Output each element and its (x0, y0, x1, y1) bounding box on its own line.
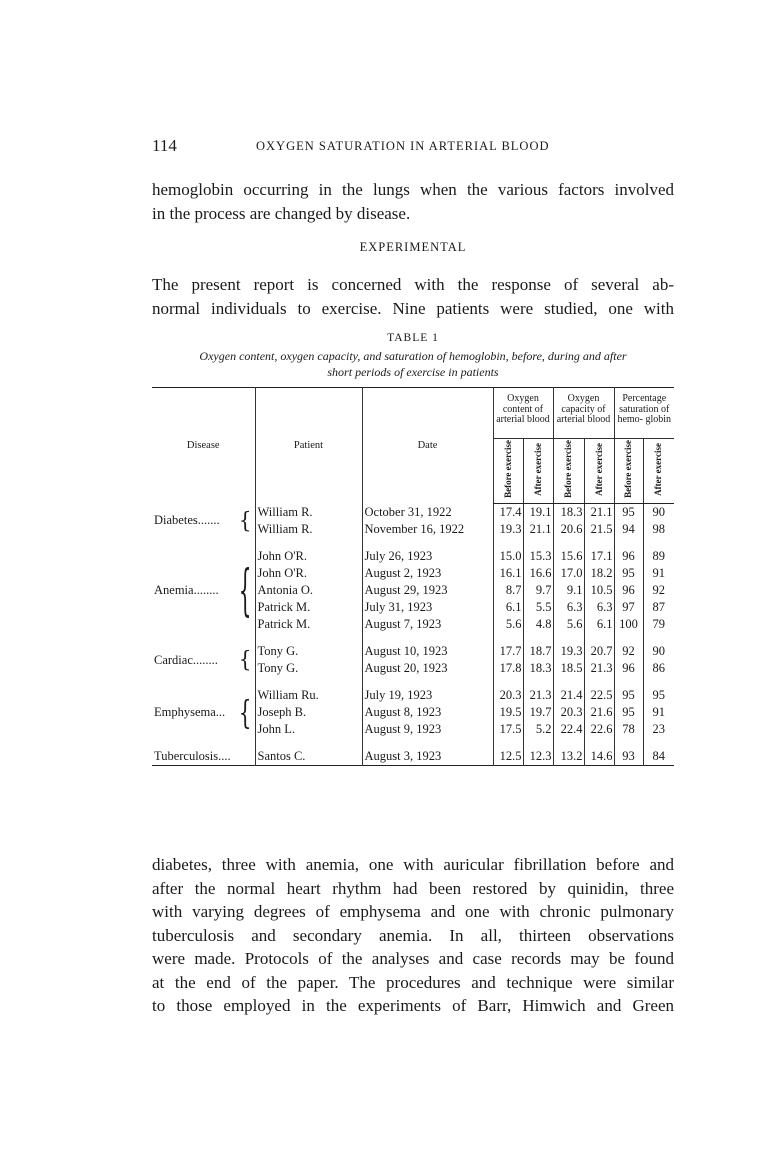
table-row (152, 504, 674, 522)
cell-oxygen-capacity-after: 10.5 (584, 582, 614, 599)
cell-patient: John O'R. (255, 565, 362, 582)
brace-icon: { (238, 691, 252, 732)
cell-saturation-before: 96 (614, 548, 643, 565)
cell-date: August 9, 1923 (362, 721, 493, 738)
cell-oxygen-content-after: 5.5 (523, 599, 553, 616)
table-row (152, 748, 674, 766)
cell-oxygen-capacity-after: 21.5 (584, 521, 614, 538)
cell-saturation-before: 96 (614, 582, 643, 599)
cell-oxygen-content-after: 21.3 (523, 687, 553, 704)
cell-date: July 26, 1923 (362, 548, 493, 565)
running-head: OXYGEN SATURATION IN ARTERIAL BLOOD (256, 139, 550, 153)
data-table (152, 387, 674, 766)
cell-oxygen-capacity-after: 21.6 (584, 704, 614, 721)
cell-disease: Anemia........ { (154, 556, 252, 623)
cell-date: August 3, 1923 (362, 748, 493, 766)
cell-patient: Joseph B. (255, 704, 362, 721)
cell-disease: Diabetes....... { (154, 507, 252, 534)
cell-oxygen-capacity-before: 18.3 (553, 504, 584, 522)
cell-oxygen-capacity-before: 13.2 (553, 748, 584, 766)
header-after-exercise: After exercise (643, 439, 674, 504)
cell-oxygen-content-before: 19.3 (493, 521, 523, 538)
header-disease: Disease (186, 439, 220, 451)
cell-oxygen-capacity-after: 6.1 (584, 616, 614, 633)
cell-oxygen-content-before: 17.8 (493, 660, 523, 677)
cell-oxygen-content-after: 12.3 (523, 748, 553, 766)
cell-oxygen-content-before: 17.7 (493, 643, 523, 660)
cell-oxygen-capacity-before: 20.3 (553, 704, 584, 721)
group-spacer (152, 538, 674, 548)
cell-saturation-after: 23 (643, 721, 674, 738)
cell-oxygen-content-after: 9.7 (523, 582, 553, 599)
cell-oxygen-capacity-before: 17.0 (553, 565, 584, 582)
header-date: Date (362, 388, 493, 504)
header-before-exercise: Before exercise (553, 439, 584, 504)
cell-saturation-after: 84 (643, 748, 674, 766)
text-line: hemoglobin occurring in the lungs when the various factors involved (152, 180, 674, 199)
paragraph-experimental (152, 273, 674, 320)
cell-disease: Tuberculosis.... (154, 749, 231, 763)
text-line: with varying degrees of emphysema and one with chronic pulmonary (152, 902, 674, 921)
cell-date: July 31, 1923 (362, 599, 493, 616)
cell-oxygen-content-before: 16.1 (493, 565, 523, 582)
cell-date: August 2, 1923 (362, 565, 493, 582)
cell-date: August 10, 1923 (362, 643, 493, 660)
cell-oxygen-content-after: 4.8 (523, 616, 553, 633)
cell-oxygen-capacity-after: 20.7 (584, 643, 614, 660)
cell-saturation-before: 93 (614, 748, 643, 766)
text-line: at the end of the paper. The procedures and technique were similar (152, 972, 674, 992)
cell-saturation-after: 87 (643, 599, 674, 616)
cell-date: July 19, 1923 (362, 687, 493, 704)
cell-patient: Tony G. (255, 643, 362, 660)
cell-oxygen-capacity-after: 18.2 (584, 565, 614, 582)
table-caption-line: Oxygen content, oxygen capacity, and saturation of hemoglobin, before, during and after (199, 349, 627, 363)
header-after-exercise: After exercise (584, 439, 614, 504)
cell-patient: William R. (255, 521, 362, 538)
cell-patient: Antonia O. (255, 582, 362, 599)
cell-oxygen-capacity-before: 15.6 (553, 548, 584, 565)
cell-oxygen-capacity-before: 18.5 (553, 660, 584, 677)
cell-oxygen-capacity-after: 21.1 (584, 504, 614, 522)
cell-patient: William Ru. (255, 687, 362, 704)
cell-oxygen-capacity-before: 19.3 (553, 643, 584, 660)
cell-saturation-after: 91 (643, 704, 674, 721)
page-number: 114 (152, 136, 177, 155)
cell-oxygen-capacity-after: 14.6 (584, 748, 614, 766)
text-line: after the normal heart rhythm had been restored by quinidin, three (152, 878, 674, 898)
text-line: The present report is concerned with the response of several ab- (152, 275, 674, 294)
cell-oxygen-content-after: 18.3 (523, 660, 553, 677)
cell-oxygen-content-before: 20.3 (493, 687, 523, 704)
cell-saturation-before: 95 (614, 687, 643, 704)
header-oxygen-content: Oxygen content of arterial blood (493, 388, 553, 439)
cell-patient: Patrick M. (255, 599, 362, 616)
cell-saturation-after: 86 (643, 660, 674, 677)
cell-saturation-after: 91 (643, 565, 674, 582)
cell-saturation-before: 95 (614, 704, 643, 721)
group-spacer (152, 738, 674, 748)
paragraph-continued (152, 853, 674, 1018)
cell-oxygen-content-after: 5.2 (523, 721, 553, 738)
cell-date: October 31, 1922 (362, 504, 493, 522)
cell-saturation-after: 79 (643, 616, 674, 633)
cell-oxygen-capacity-after: 22.5 (584, 687, 614, 704)
cell-oxygen-capacity-after: 22.6 (584, 721, 614, 738)
cell-oxygen-capacity-after: 21.3 (584, 660, 614, 677)
cell-oxygen-content-after: 16.6 (523, 565, 553, 582)
section-heading: EXPERIMENTAL (359, 240, 467, 254)
table-body (152, 504, 674, 766)
cell-saturation-after: 89 (643, 548, 674, 565)
cell-oxygen-content-before: 17.4 (493, 504, 523, 522)
cell-oxygen-capacity-before: 20.6 (553, 521, 584, 538)
table-caption-line: short periods of exercise in patients (327, 365, 499, 379)
text-line: normal individuals to exercise. Nine patients were studied, one with (152, 298, 674, 318)
cell-saturation-before: 96 (614, 660, 643, 677)
table-row (152, 687, 674, 704)
group-spacer (152, 677, 674, 687)
cell-oxygen-content-before: 15.0 (493, 548, 523, 565)
header-before-exercise: Before exercise (614, 439, 643, 504)
cell-oxygen-capacity-before: 9.1 (553, 582, 584, 599)
brace-icon: { (238, 646, 252, 673)
cell-oxygen-content-before: 12.5 (493, 748, 523, 766)
cell-date: August 8, 1923 (362, 704, 493, 721)
header-patient: Patient (255, 388, 362, 504)
cell-oxygen-content-before: 19.5 (493, 704, 523, 721)
cell-oxygen-capacity-before: 6.3 (553, 599, 584, 616)
cell-patient: John O'R. (255, 548, 362, 565)
cell-oxygen-content-before: 6.1 (493, 599, 523, 616)
cell-patient: William R. (255, 504, 362, 522)
cell-saturation-after: 98 (643, 521, 674, 538)
text-line: to those employed in the experiments of Barr, Himwich and Green (152, 996, 674, 1015)
cell-patient: Santos C. (255, 748, 362, 766)
cell-saturation-after: 92 (643, 582, 674, 599)
text-line: were made. Protocols of the analyses and case records may be found (152, 949, 674, 968)
cell-saturation-before: 78 (614, 721, 643, 738)
cell-disease: Emphysema... { (154, 691, 252, 732)
paragraph-intro (152, 178, 674, 225)
cell-patient: Patrick M. (255, 616, 362, 633)
header-after-exercise: After exercise (523, 439, 553, 504)
cell-oxygen-capacity-before: 5.6 (553, 616, 584, 633)
cell-oxygen-content-after: 19.1 (523, 504, 553, 522)
cell-saturation-before: 94 (614, 521, 643, 538)
cell-saturation-after: 90 (643, 504, 674, 522)
cell-oxygen-capacity-after: 17.1 (584, 548, 614, 565)
cell-oxygen-content-after: 15.3 (523, 548, 553, 565)
cell-saturation-after: 95 (643, 687, 674, 704)
header-oxygen-capacity: Oxygen capacity of arterial blood (553, 388, 614, 439)
table-row (152, 548, 674, 565)
header-before-exercise: Before exercise (493, 439, 523, 504)
cell-oxygen-content-before: 17.5 (493, 721, 523, 738)
brace-icon: { (238, 507, 252, 534)
cell-saturation-before: 100 (614, 616, 643, 633)
cell-date: August 20, 1923 (362, 660, 493, 677)
cell-saturation-after: 90 (643, 643, 674, 660)
cell-oxygen-content-after: 18.7 (523, 643, 553, 660)
cell-oxygen-content-before: 5.6 (493, 616, 523, 633)
brace-icon: { (238, 556, 252, 623)
table-label: TABLE 1 (387, 332, 439, 344)
text-line: diabetes, three with anemia, one with auricular fibrillation before and (152, 855, 674, 874)
table-caption (145, 348, 681, 380)
cell-saturation-before: 95 (614, 565, 643, 582)
cell-oxygen-content-after: 19.7 (523, 704, 553, 721)
cell-date: August 7, 1923 (362, 616, 493, 633)
cell-disease: Cardiac........ { (154, 646, 252, 673)
table-row (152, 643, 674, 660)
cell-patient: Tony G. (255, 660, 362, 677)
cell-oxygen-capacity-before: 22.4 (553, 721, 584, 738)
cell-saturation-before: 95 (614, 504, 643, 522)
cell-saturation-before: 97 (614, 599, 643, 616)
text-line: in the process are changed by disease. (152, 203, 411, 223)
cell-patient: John L. (255, 721, 362, 738)
cell-oxygen-content-after: 21.1 (523, 521, 553, 538)
cell-saturation-before: 92 (614, 643, 643, 660)
cell-date: November 16, 1922 (362, 521, 493, 538)
cell-oxygen-content-before: 8.7 (493, 582, 523, 599)
group-spacer (152, 633, 674, 643)
header-saturation: Percentage saturation of hemo- globin (614, 388, 674, 439)
cell-oxygen-capacity-after: 6.3 (584, 599, 614, 616)
cell-date: August 29, 1923 (362, 582, 493, 599)
cell-oxygen-capacity-before: 21.4 (553, 687, 584, 704)
text-line: tuberculosis and secondary anemia. In all, thirteen observations (152, 925, 674, 945)
